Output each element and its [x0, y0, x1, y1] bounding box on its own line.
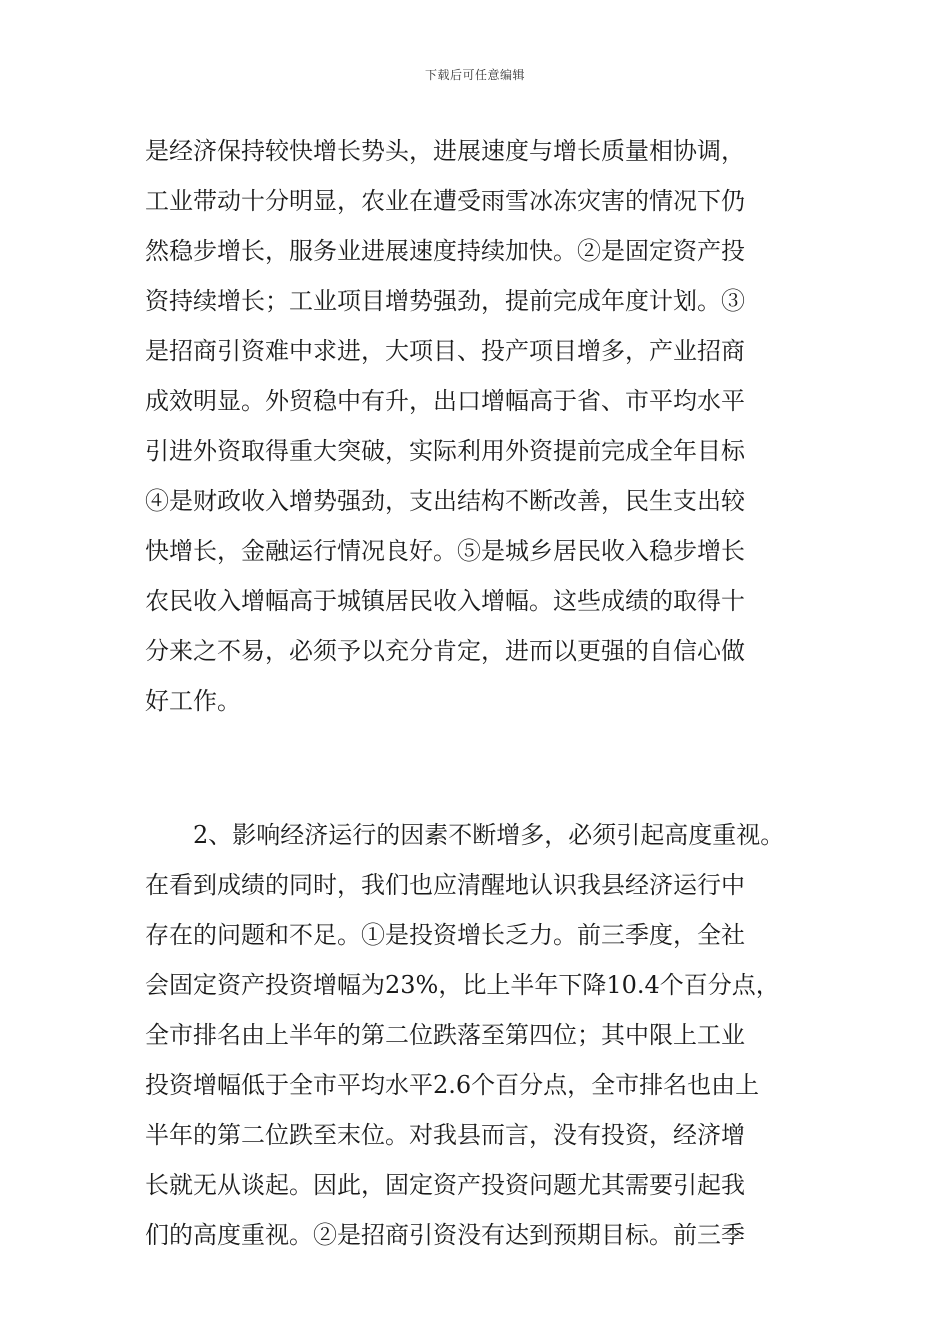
document-body [145, 126, 845, 1260]
paragraph-1 [145, 126, 845, 726]
paragraph-2-line: 投资增幅低于全市平均水平2.6个百分点，全市排名也由上 [145, 1071, 760, 1099]
paragraph-1-line: 工业带动十分明显，农业在遭受雨雪冰冻灾害的情况下仍 [145, 187, 745, 215]
paragraph-2-line: 们的高度重视。②是招商引资没有达到预期目标。前三季 [145, 1221, 745, 1249]
paragraph-1-line: 是经济保持较快增长势头，进展速度与增长质量相协调， [145, 137, 745, 165]
paragraph-spacer [145, 726, 845, 810]
paragraph-1-line: 好工作。 [145, 687, 241, 715]
paragraph-1-line: 成效明显。外贸稳中有升，出口增幅高于省、市平均水平 [145, 387, 745, 415]
paragraph-1-line: 资持续增长；工业项目增势强劲，提前完成年度计划。③ [145, 287, 745, 315]
paragraph-1-line: 分来之不易，必须予以充分肯定，进而以更强的自信心做 [145, 637, 745, 665]
paragraph-2-line: 全市排名由上半年的第二位跌落至第四位；其中限上工业 [145, 1021, 745, 1049]
paragraph-2 [145, 810, 845, 1260]
paragraph-1-line: 引进外资取得重大突破，实际利用外资提前完成全年目标 [145, 437, 745, 465]
paragraph-2-line: 长就无从谈起。因此，固定资产投资问题尤其需要引起我 [145, 1171, 745, 1199]
paragraph-1-line: 是招商引资难中求进，大项目、投产项目增多，产业招商 [145, 337, 745, 365]
paragraph-2-line: 存在的问题和不足。①是投资增长乏力。前三季度，全社 [145, 921, 745, 949]
page-header: 下载后可任意编辑 [424, 68, 525, 82]
paragraph-1-line: 然稳步增长，服务业进展速度持续加快。②是固定资产投 [145, 237, 745, 265]
paragraph-1-line: 农民收入增幅高于城镇居民收入增幅。这些成绩的取得十 [145, 587, 745, 615]
paragraph-1-line: 快增长，金融运行情况良好。⑤是城乡居民收入稳步增长 [145, 537, 745, 565]
paragraph-2-line: 在看到成绩的同时，我们也应清醒地认识我县经济运行中 [145, 871, 745, 899]
paragraph-2-line: 会固定资产投资增幅为23%，比上半年下降10.4个百分点， [145, 971, 780, 999]
paragraph-2-line: 半年的第二位跌至末位。对我县而言，没有投资，经济增 [145, 1121, 745, 1149]
paragraph-1-line: ④是财政收入增势强劲，支出结构不断改善，民生支出较 [145, 487, 745, 515]
paragraph-2-first-line: 2、影响经济运行的因素不断增多，必须引起高度重视。 [193, 821, 785, 849]
